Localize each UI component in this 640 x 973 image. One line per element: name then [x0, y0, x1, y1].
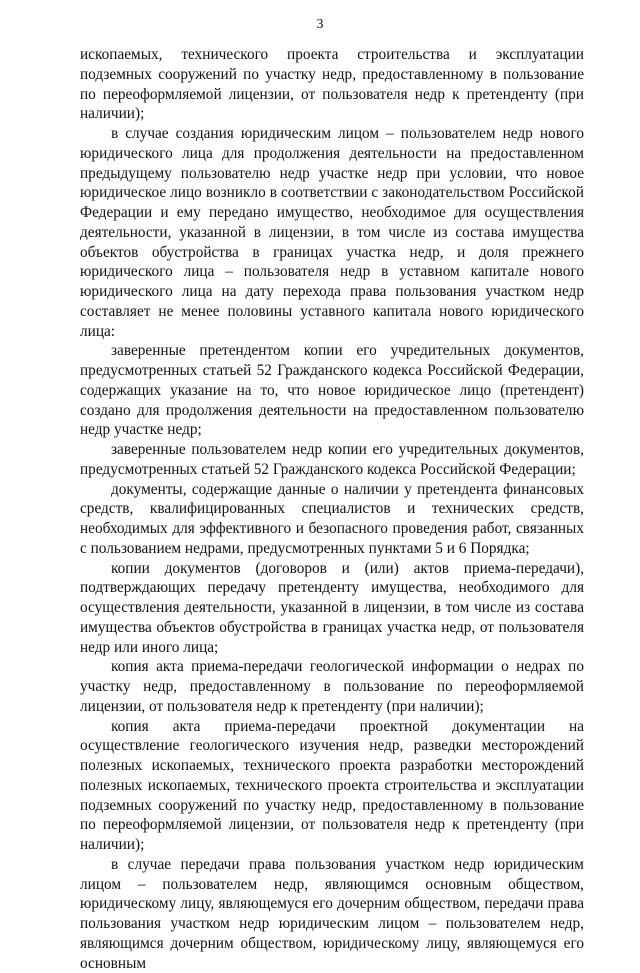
paragraph-subsidiary-transfer-case: в случае передачи права пользования участком недр юридическим лицом – пользователем недр, являющимся основным обществом, юридическому лицу, являющемуся его дочерним обществом, передачи права пользования участком недр юридическим лицом – пользователем недр, являющимся дочерним обществом, юридическому лицу, являющемуся его основным: [80, 855, 584, 972]
page-number: 3: [316, 17, 324, 32]
paragraph-financial-resources: документы, содержащие данные о наличии у претендента финансовых средств, квалифицированных специалистов и технических средств, необходимых для эффективного и безопасного проведения работ, связанных с пользованием недрами, предусмотренных пунктами 5 и 6 Порядка;: [80, 480, 584, 557]
paragraph-certified-charter-copies-applicant: заверенные претендентом копии его учредительных документов, предусмотренных статьей 52 Гражданского кодекса Российской Федерации, содержащих указание на то, что новое юридическое лицо (претендент) создано для продолжения деятельности на предоставленном пользователю недр участке недр;: [80, 342, 584, 439]
paragraph-project-docs-act: копия акта приема-передачи проектной документации на осуществление геологического изучения недр, разведки месторождений полезных ископаемых, технического проекта разработки месторождений полезных ископаемых, технического проекта строительства и эксплуатации подземных сооружений по участку недр, предоставленному в пользование по переоформляемой лицензии, от пользователя недр к претенденту (при наличии);: [80, 717, 584, 853]
paragraph-new-legal-entity-case: в случае создания юридическим лицом – пользователем недр нового юридического лица для продолжения деятельности на предоставленном предыдущему пользователю недр участке недр при условии, что новое юридическое лицо возникло в соответствии с законодательством Российской Федерации и ему передано имущество, необходимое для осуществления деятельности, указанной в лицензии, в том числе из состава имущества объектов обустройства в границах участка недр, и доля прежнего юридического лица – пользователя недр в уставном капитале нового юридического лица на дату перехода права пользования участком недр составляет не менее половины уставного капитала нового юридического лица:: [80, 125, 584, 340]
paragraph-geological-info-act: копия акта приема-передачи геологической информации о недрах по участку недр, предоставленному в пользование по переоформляемой лицензии, от пользователя недр к претенденту (при наличии);: [80, 658, 584, 715]
document-body: [80, 45, 584, 973]
paragraph-continued: ископаемых, технического проекта строительства и эксплуатации подземных сооружений по участку недр, предоставленному в пользование по переоформляемой лицензии, от пользователя недр к претенденту (при наличии);: [80, 46, 584, 123]
paragraph-property-transfer-docs: копии документов (договоров и (или) актов приема-передачи), подтверждающих передачу претенденту имущества, необходимого для осуществления деятельности, указанной в лицензии, в том числе из состава имущества объектов обустройства в границах участка недр, от пользователя недр или иного лица;: [80, 559, 584, 656]
paragraph-certified-charter-copies-user: заверенные пользователем недр копии его учредительных документов, предусмотренных статьей 52 Гражданского кодекса Российской Федерации;: [80, 441, 584, 478]
